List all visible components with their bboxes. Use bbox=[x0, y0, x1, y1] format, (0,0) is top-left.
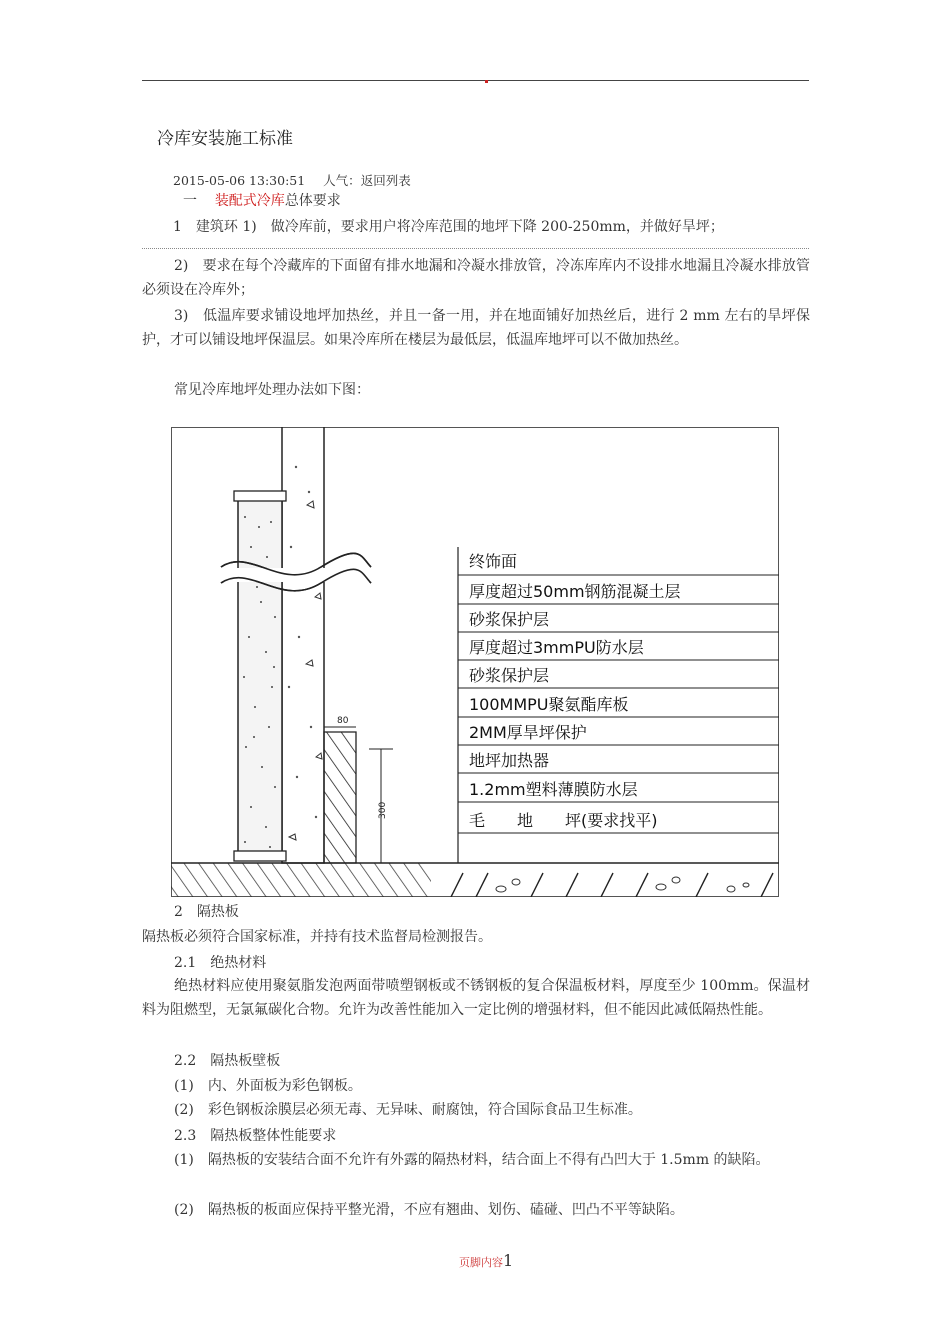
section1-heading bbox=[183, 191, 341, 211]
section22-heading: 2.2 隔热板壁板 bbox=[174, 1053, 281, 1069]
layer-label: 砂浆保护层 bbox=[469, 610, 550, 629]
layer-label: 厚度超过50mm钢筋混凝土层 bbox=[469, 582, 681, 601]
dim-80-label: 80 bbox=[337, 716, 349, 726]
section2-intro: 隔热板必须符合国家标准，并持有技术监督局检测报告。 bbox=[142, 929, 492, 945]
section1-number: 一 bbox=[183, 193, 197, 209]
layer-label: 砂浆保护层 bbox=[469, 666, 550, 685]
dim-300-label: 300 bbox=[378, 801, 388, 819]
kerb-protection bbox=[324, 732, 356, 863]
section1-item2: 2) 要求在每个冷藏库的下面留有排水地漏和冷凝水排放管，冷冻库库内不设排水地漏且冷凝水排放管必须设在冷库外； bbox=[142, 258, 810, 298]
section23-item2: (2) 隔热板的板面应保持平整光滑，不应有翘曲、划伤、磕碰、凹凸不平等缺陷。 bbox=[174, 1202, 684, 1218]
article-meta bbox=[173, 171, 425, 189]
section1-heading-text: 总体要求 bbox=[284, 193, 341, 209]
section22-item1: (1) 内、外面板为彩色钢板。 bbox=[174, 1078, 362, 1094]
layer-label: 地坪加热器 bbox=[469, 751, 550, 770]
layer-label: 1.2mm塑料薄膜防水层 bbox=[469, 780, 638, 799]
section21-heading: 2.1 绝热材料 bbox=[174, 955, 267, 971]
publish-datetime: 2015-05-06 13:30:51 bbox=[173, 173, 306, 188]
layer-label: 2MM厚旱坪保护 bbox=[469, 723, 587, 742]
section2-heading: 2 隔热板 bbox=[174, 904, 239, 920]
section21-text: 绝热材料应使用聚氨脂发泡两面带喷塑钢板或不锈钢板的复合保温板材料，厚度至少 100mm。保温材料为阻燃型，无氯氟碳化合物。允许为改善性能加入一定比例的增强材料，但不能因此减低隔热性能。 bbox=[142, 978, 810, 1018]
section22-item2: (2) 彩色钢板涂膜层必须无毒、无异味、耐腐蚀，符合国际食品卫生标准。 bbox=[174, 1102, 642, 1118]
layer-label: 厚度超过3mmPU防水层 bbox=[469, 638, 644, 657]
footer-text: 页脚内容 bbox=[459, 1256, 503, 1269]
popularity-label: 人气： bbox=[323, 173, 361, 188]
prefab-coldroom-link[interactable]: 装配式冷库 bbox=[214, 193, 285, 209]
page-title: 冷库安装施工标准 bbox=[157, 129, 293, 149]
section1-item3: 3) 低温库要求铺设地坪加热丝，并且一备一用，并在地面铺好加热丝后，进行 2 mm 左右的旱坪保护，才可以铺设地坪保温层。如果冷库所在楼层为最低层，低温库地坪可以不做加热丝。 bbox=[142, 308, 810, 348]
section1-item1: 1 建筑环 1) 做冷库前，要求用户将冷库范围的地坪下降 200-250mm，并做好旱坪； bbox=[173, 219, 724, 235]
header-rule bbox=[142, 80, 809, 81]
back-to-list-link[interactable]: 返回列表 bbox=[360, 173, 411, 188]
section23-item1: (1) 隔热板的安装结合面不允许有外露的隔热材料，结合面上不得有凸凹大于 1.5mm 的缺陷。 bbox=[174, 1152, 770, 1168]
page-footer bbox=[459, 1251, 513, 1270]
figure-caption: 常见冷库地坪处理办法如下图： bbox=[174, 382, 370, 398]
layer-label: 100MMPU聚氨酯库板 bbox=[469, 695, 629, 714]
header-rule-mark bbox=[485, 80, 488, 83]
dotted-divider bbox=[142, 248, 809, 249]
layer-label: 终饰面 bbox=[469, 552, 518, 571]
section23-heading: 2.3 隔热板整体性能要求 bbox=[174, 1128, 337, 1144]
floor-section-diagram bbox=[171, 427, 779, 897]
layer-label: 毛 地 坪(要求找平) bbox=[469, 811, 658, 830]
concrete-wall bbox=[282, 427, 324, 863]
page-number: 1 bbox=[503, 1251, 514, 1270]
